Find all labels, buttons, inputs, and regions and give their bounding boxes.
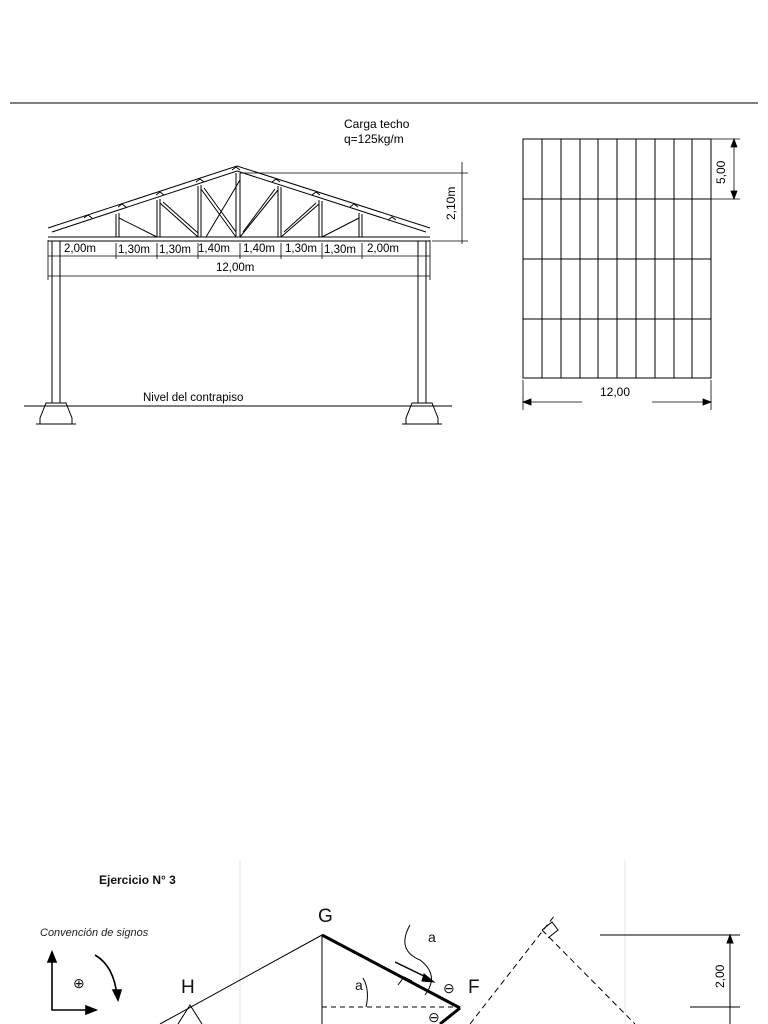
plan-width-label: 12,00 — [600, 385, 631, 399]
load-title: Carga techo — [344, 117, 410, 131]
exercise-structure — [160, 915, 740, 1024]
segment-label-7: 1,30m — [324, 244, 356, 256]
height-200-label: 2,00 — [713, 964, 727, 988]
floor-level-label: Nivel del contrapiso — [143, 392, 244, 404]
angle-label-left: a — [355, 977, 363, 993]
sign-convention-label: Convención de signos — [40, 927, 149, 939]
load-value: q=125kg/m — [344, 132, 404, 146]
exercise-title: Ejercicio N° 3 — [99, 873, 176, 887]
plan-grid — [523, 139, 711, 378]
plus-circle-icon: ⊕ — [73, 975, 85, 991]
segment-label-5: 1,40m — [243, 243, 275, 255]
plan-dimensions — [523, 139, 740, 410]
segment-label-1: 2,00m — [64, 243, 96, 255]
minus-circle-icon-lower: ⊖ — [428, 1009, 440, 1024]
node-h-label: H — [181, 977, 195, 998]
truss-dimensions — [48, 162, 468, 280]
node-f-label: F — [468, 977, 480, 998]
segment-label-6: 1,30m — [285, 243, 317, 255]
angle-label-top: a — [428, 929, 436, 945]
node-g-label: G — [318, 906, 333, 927]
segment-label-8: 2,00m — [367, 243, 399, 255]
minus-circle-icon: ⊖ — [443, 980, 455, 996]
segment-label-3: 1,30m — [159, 244, 191, 256]
height-dimension-label: 2,10m — [444, 186, 458, 220]
total-span-label: 12,00m — [216, 262, 255, 274]
segment-label-2: 1,30m — [118, 244, 150, 256]
plan-spacing-label: 5,00 — [714, 160, 728, 184]
truss-elevation — [24, 166, 452, 424]
segment-label-4: 1,40m — [198, 243, 230, 255]
